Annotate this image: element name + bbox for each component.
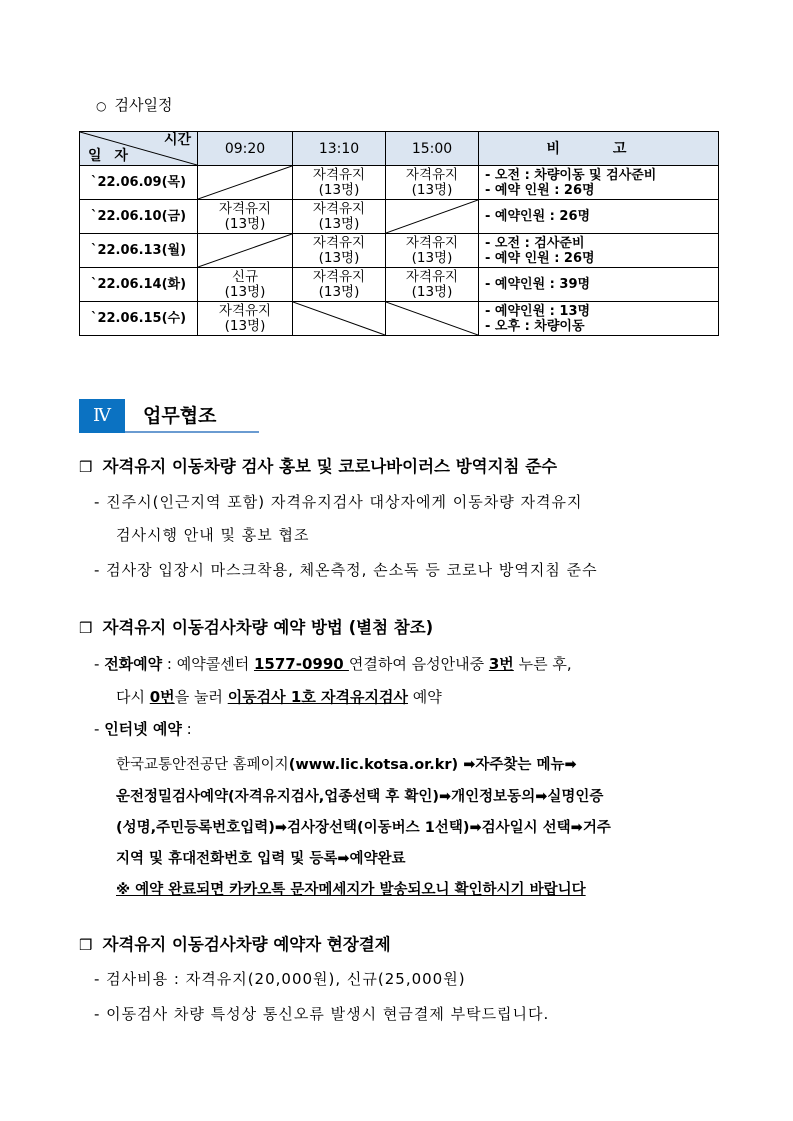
item2-title: 자격유지 이동검사차량 예약 방법 bbox=[102, 618, 343, 637]
item2-title-ref: (별첨 참조) bbox=[348, 618, 434, 637]
header-col-0920: 09:20 bbox=[198, 132, 293, 166]
circle-bullet: ○ bbox=[96, 99, 107, 113]
internet-step-line3: (성명,주민등록번호입력)➡검사장선택(이동버스 1선택)➡검사일시 선택➡거주 bbox=[116, 820, 611, 836]
slot-cell: 자격유지 (13명) bbox=[293, 234, 386, 268]
table-row bbox=[80, 200, 719, 234]
phone-reservation-label: 전화예약 bbox=[104, 655, 163, 673]
internet-reservation-label-line: - 인터넷 예약 : bbox=[94, 720, 192, 738]
item1-bullet-2: - 검사장 입장시 마스크착용, 체온측정, 손소독 등 코로나 방역지침 준수 bbox=[94, 561, 598, 579]
schedule-subtitle bbox=[96, 94, 172, 115]
item3-bullet-1: - 검사비용 : 자격유지(20,000원), 신규(25,000원) bbox=[94, 970, 466, 988]
row-date: `22.06.10(금) bbox=[80, 200, 198, 234]
slot-cell: 자격유지 (13명) bbox=[198, 302, 293, 336]
section-title: 업무협조 bbox=[143, 405, 217, 427]
table-row bbox=[80, 234, 719, 268]
header-col-note: 비 고 bbox=[479, 132, 719, 166]
item3-heading bbox=[79, 931, 391, 955]
header-time-label: 시간 bbox=[163, 132, 191, 148]
row-date: `22.06.13(월) bbox=[80, 234, 198, 268]
empty-slot bbox=[293, 302, 386, 336]
phone-key-3: 3번 bbox=[488, 655, 514, 673]
header-col-1500: 15:00 bbox=[386, 132, 479, 166]
item1-bullet-1-cont: 검사시행 안내 및 홍보 협조 bbox=[116, 526, 310, 544]
table-row bbox=[80, 302, 719, 336]
empty-slot bbox=[198, 234, 293, 268]
phone-reservation-line2: 다시 0번을 눌러 이동검사 1호 자격유지검사 예약 bbox=[116, 688, 442, 706]
phone-key-0: 0번 bbox=[149, 688, 175, 706]
section-underline bbox=[125, 431, 259, 433]
row-note: - 오전 : 차량이동 및 검사준비 - 예약 인원 : 26명 bbox=[479, 166, 719, 200]
table-row bbox=[80, 166, 719, 200]
checkbox-bullet-icon: ❒ bbox=[79, 936, 93, 954]
slot-cell: 자격유지 (13명) bbox=[293, 166, 386, 200]
empty-slot bbox=[198, 166, 293, 200]
item1-heading bbox=[79, 453, 557, 477]
internet-step-line4: 지역 및 휴대전화번호 입력 및 등록➡예약완료 bbox=[116, 851, 406, 867]
phone-reservation-line1: - 전화예약 : 예약콜센터 1577-0990 연결하여 음성안내중 3번 누른 후, bbox=[94, 655, 572, 673]
row-date: `22.06.14(화) bbox=[80, 268, 198, 302]
slot-cell: 자격유지 (13명) bbox=[386, 166, 479, 200]
slot-cell: 자격유지 (13명) bbox=[386, 268, 479, 302]
slot-cell: 자격유지 (13명) bbox=[386, 234, 479, 268]
internet-reservation-label: 인터넷 예약 bbox=[104, 720, 182, 738]
row-date: `22.06.09(목) bbox=[80, 166, 198, 200]
checkbox-bullet-icon: ❒ bbox=[79, 458, 93, 476]
phone-number: 1577-0990 bbox=[253, 655, 349, 673]
item3-bullet-2: - 이동검사 차량 특성상 통신오류 발생시 현금결제 부탁드립니다. bbox=[94, 1005, 550, 1023]
slot-cell: 자격유지 (13명) bbox=[198, 200, 293, 234]
kakao-notice: ※ 예약 완료되면 카카오톡 문자메세지가 발송되오니 확인하시기 바랍니다 bbox=[116, 882, 586, 898]
row-note: - 예약인원 : 13명 - 오후 : 차량이동 bbox=[479, 302, 719, 336]
row-note: - 오전 : 검사준비 - 예약 인원 : 26명 bbox=[479, 234, 719, 268]
table-row bbox=[80, 268, 719, 302]
section-number: Ⅳ bbox=[79, 399, 125, 433]
empty-slot bbox=[386, 302, 479, 336]
slot-cell: 자격유지 (13명) bbox=[293, 268, 386, 302]
table-header-row bbox=[80, 132, 719, 166]
slot-cell: 신규 (13명) bbox=[198, 268, 293, 302]
header-date-label: 일 자 bbox=[88, 148, 132, 164]
row-note: - 예약인원 : 39명 bbox=[479, 268, 719, 302]
website-url: (www.lic.kotsa.or.kr) ➡자주찾는 메뉴➡ bbox=[288, 757, 577, 773]
item1-bullet-1: - 진주시(인근지역 포함) 자격유지검사 대상자에게 이동차량 자격유지 bbox=[94, 493, 583, 511]
section-heading bbox=[79, 399, 259, 433]
phone-menu-name: 이동검사 1호 자격유지검사 bbox=[227, 688, 408, 706]
row-note: - 예약인원 : 26명 bbox=[479, 200, 719, 234]
header-date-time-cell bbox=[80, 132, 198, 166]
subtitle-text: 검사일정 bbox=[114, 96, 173, 114]
internet-step-line1: 한국교통안전공단 홈페이지(www.lic.kotsa.or.kr) ➡자주찾는 메뉴➡ bbox=[116, 757, 577, 773]
item1-title: 자격유지 이동차량 검사 홍보 및 코로나바이러스 방역지침 준수 bbox=[102, 457, 558, 476]
empty-slot bbox=[386, 200, 479, 234]
item2-heading bbox=[79, 614, 433, 638]
internet-step-line2: 운전정밀검사예약(자격유지검사,업종선택 후 확인)➡개인정보동의➡실명인증 bbox=[116, 789, 604, 805]
schedule-table bbox=[79, 131, 719, 336]
item3-title: 자격유지 이동검사차량 예약자 현장결제 bbox=[102, 935, 391, 954]
row-date: `22.06.15(수) bbox=[80, 302, 198, 336]
header-col-1310: 13:10 bbox=[293, 132, 386, 166]
slot-cell: 자격유지 (13명) bbox=[293, 200, 386, 234]
checkbox-bullet-icon: ❒ bbox=[79, 619, 93, 637]
